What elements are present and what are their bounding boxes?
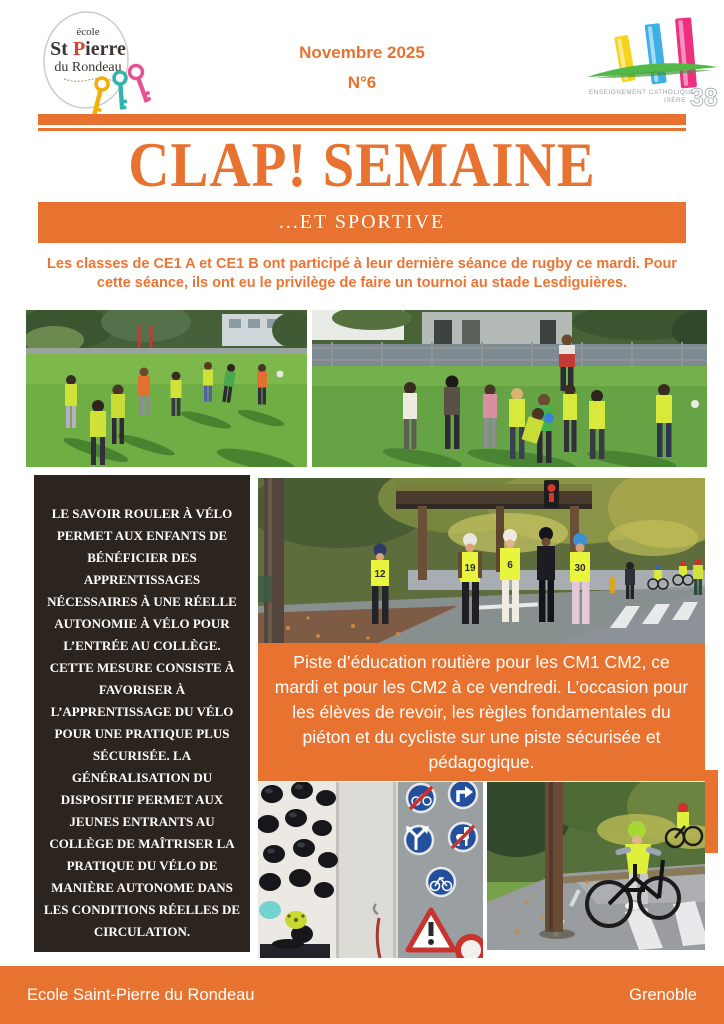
masthead-subtitle-bar: ...ET SPORTIVE — [38, 202, 686, 243]
issue-month: Novembre 2025 — [299, 43, 425, 62]
wooden-post — [545, 782, 563, 932]
rugby-photo-left — [26, 310, 307, 467]
sign-right-turn — [449, 782, 477, 808]
cabinet-door — [336, 782, 398, 958]
savoir-rouler-box: LE SAVOIR ROULER À VÉLO PERMET AUX ENFANTS DE BÉNÉFICIER DES APPRENTISSAGES NÉCESSAIRES À UNE RÉELLE AUTONOMIE À VÉLO POUR L’ENTRÉE AU COLLÈGE. CETTE MESURE CONSISTE À FAVORISER À L’APPRENTISSAGE DU VÉLO POUR UNE PRATIQUE PLUS SÉCURISÉE. LA GÉNÉRALISATION DU DISPOSITIF PERMET AUX JEUNES ENTRANTS AU COLLÈGE DE MAÎTRISER LA PRATIQUE DU VÉLO DE MANIÈRE AUTONOME DANS LES CONDITIONS RÉELLES DE CIRCULATION. — [34, 475, 250, 952]
org-logo-line1: ENSEIGNEMENT CATHOLIQUE — [589, 89, 696, 96]
bike-rider-photo — [487, 782, 705, 950]
helmets-signs-photo — [258, 782, 483, 958]
teal-helmet — [259, 901, 281, 919]
pedestrian-light-icon — [544, 480, 559, 508]
footer-bar — [0, 966, 724, 1024]
bollard — [610, 578, 615, 593]
intro-paragraph: Les classes de CE1 A et CE1 B ont participé à leur dernière séance de rugby ce mardi. Pour cette séance, ils ont eu le privilège de faire un tournoi au stade Lesdiguières. — [47, 256, 677, 291]
logo-word-ecole: école — [76, 26, 100, 38]
ball — [277, 371, 284, 378]
accent-strip — [705, 770, 718, 853]
org-logo — [585, 14, 720, 110]
logo-word-rondeau: du Rondeau — [54, 60, 122, 75]
svg-text:30: 30 — [574, 563, 586, 574]
svg-text:6: 6 — [507, 560, 513, 571]
org-logo-number: 38 — [690, 84, 718, 110]
masthead-rule-top — [38, 114, 686, 125]
footer-city: Grenoble — [629, 986, 697, 1004]
logo-bar-pink — [675, 17, 697, 88]
footer-school-name: Ecole Saint-Pierre du Rondeau — [27, 986, 255, 1004]
sign-no-horses — [449, 823, 477, 851]
rugby-post — [138, 326, 141, 350]
sign-fork-direction — [405, 826, 433, 854]
foreground-pole — [264, 478, 284, 643]
sign-bicycle-path — [427, 868, 455, 896]
piste-info-box: Piste d’éducation routière pour les CM1 CM2, ce mardi et pour les CM2 à ce vendredi. L’occasion pour les élèves de revoir, les règles fondamentales du piéton et du cycliste sur une piste sécurisée et pédagogique. — [258, 643, 705, 781]
sign-no-bicycles — [407, 784, 435, 812]
rugby-ball — [544, 413, 554, 423]
issue-number: N°6 — [347, 73, 377, 92]
logo-school-name: St Pierre — [50, 38, 126, 60]
rugby-photo-right — [312, 310, 707, 467]
road-safety-photo — [258, 478, 705, 643]
svg-text:12: 12 — [374, 569, 386, 580]
org-logo-graphic — [585, 14, 720, 110]
masthead-title: CLAP! SEMAINE — [128, 129, 596, 201]
org-logo-line2: ISÈRE — [664, 97, 686, 104]
svg-text:19: 19 — [464, 563, 476, 574]
